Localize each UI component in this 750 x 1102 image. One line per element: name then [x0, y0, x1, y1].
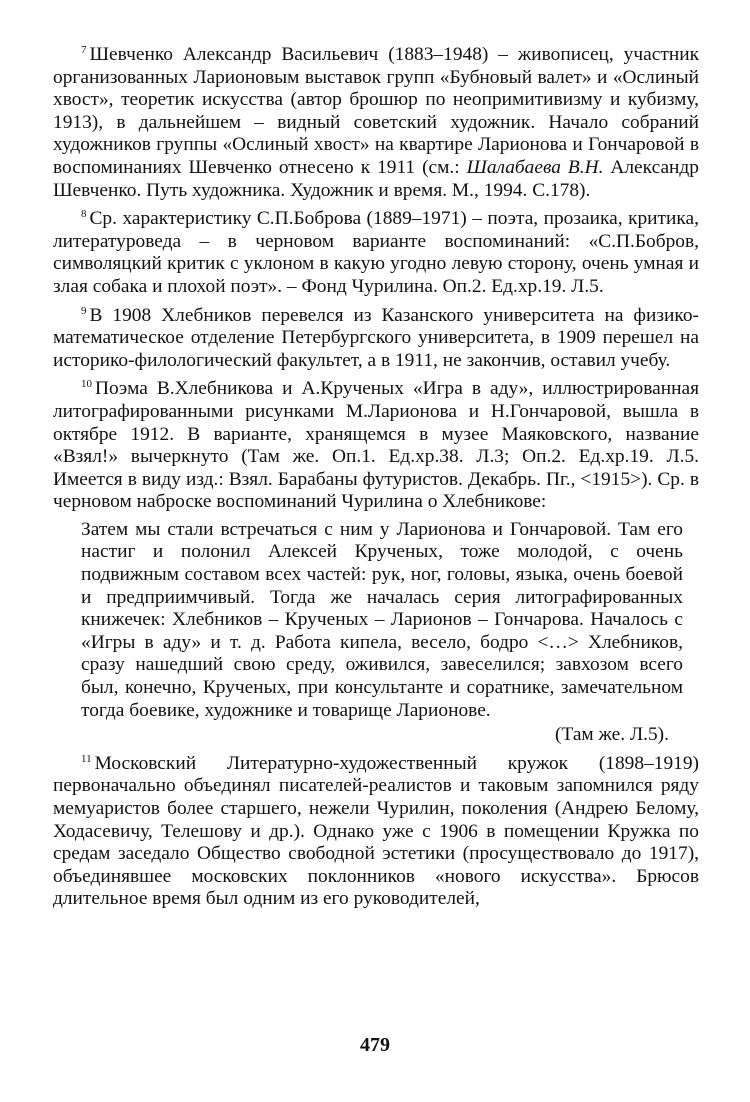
- footnote-9: [53, 305, 699, 373]
- footnote-text: В 1908 Хлебников перевелся из Казанского университета на физико-математическое отделение Петербургского университета, в 1909 перешел на историко-филологический факультет, а в 1911, не закончив, оставил учебу.: [53, 304, 699, 371]
- quote-source: (Там же. Л.5).: [555, 724, 669, 746]
- footnote-author-italic: Шалабаева В.Н.: [466, 156, 604, 178]
- footnote-number: 8: [81, 208, 87, 221]
- footnote-number: 11: [81, 752, 92, 765]
- footnote-text: Ср. характеристику С.П.Боброва (1889–1971) – поэта, прозаика, критика, литературоведа – в черновом варианте воспоминаний: «С.П.Бобров, символяцкий критик с уклоном в какую угодно левую сторону, очень умная и злая собака и плохой поэт». – Фонд Чурилина. Оп.2. Ед.хр.19. Л.5.: [53, 208, 699, 297]
- footnote-number: 9: [81, 304, 87, 317]
- footnote-8: [53, 208, 699, 298]
- footnote-10: [53, 378, 699, 514]
- footnote-text: Александр Шевченко. Путь художника. Художник и время. М., 1994. С.178).: [53, 156, 699, 201]
- footnote-text: Поэма В.Хлебникова и А.Крученых «Игра в аду», иллюстрированная литографированными рисунками М.Ларионова и Н.Гончаровой, вышла в октябре 1912. В варианте, хранящемся в музее Маяковского, название «Взял!» вычеркнуто (Там же. Оп.1. Ед.хр.38. Л.3; Оп.2. Ед.хр.19. Л.5. Имеется в виду изд.: Взял. Барабаны футуристов. Декабрь. Пг., <1915>). Ср. в черновом наброске воспоминаний Чурилина о Хлебникове:: [53, 378, 699, 513]
- block-quote: Затем мы стали встречаться с ним у Ларионова и Гончаровой. Там его настиг и полонил Алексей Крученых, тоже молодой, с очень подвижным составом всех частей: рук, ног, головы, языка, очень боевой и предприимчивый. Тогда же началась серия литографированных книжечек: Хлебников – Крученых – Ларионов – Гончарова. Началось с «Игры в аду» и т. д. Работа кипела, весело, бодро <…> Хлебников, сразу нашедший свою среду, оживился, завеселился; завхозом всего был, конечно, Крученых, при консультанте и соратнике, замечательном тогда боевике, художнике и товарище Ларионове.: [81, 518, 683, 721]
- footnote-11: [53, 753, 699, 911]
- footnote-number: 10: [81, 378, 92, 391]
- footnote-text: Шевченко Александр Васильевич (1883–1948) – живописец, участник организованных Ларионовым выставок групп «Бубновый валет» и «Ослиный хвост», теоретик искусства (автор брошюр по неопримитивизму и кубизму, 1913), в дальнейшем – видный советский художник. Начало собраний художников группы «Ослиный хвост» на квартире Ларионова и Гончаровой в воспоминаниях Шевченко отнесено к 1911 (см.:: [53, 44, 699, 178]
- page-number: 479: [360, 1034, 390, 1056]
- footnote-number: 7: [81, 44, 87, 56]
- footnote-7: [53, 44, 699, 202]
- footnote-text: Московский Литературно-художественный кружок (1898–1919) первоначально объединял писателей-реалистов и таковым запомнился ряду мемуаристов более старшего, нежели Чурилин, поколения (Андрею Белому, Ходасевичу, Телешову и др.). Однако уже с 1906 в помещении Кружка по средам заседало Общество свободной эстетики (просуществовало до 1917), объединявшее московских поклонников «нового искусства». Брюсов длительное время был одним из его руководителей,: [53, 752, 699, 910]
- footnotes-block: [53, 44, 699, 917]
